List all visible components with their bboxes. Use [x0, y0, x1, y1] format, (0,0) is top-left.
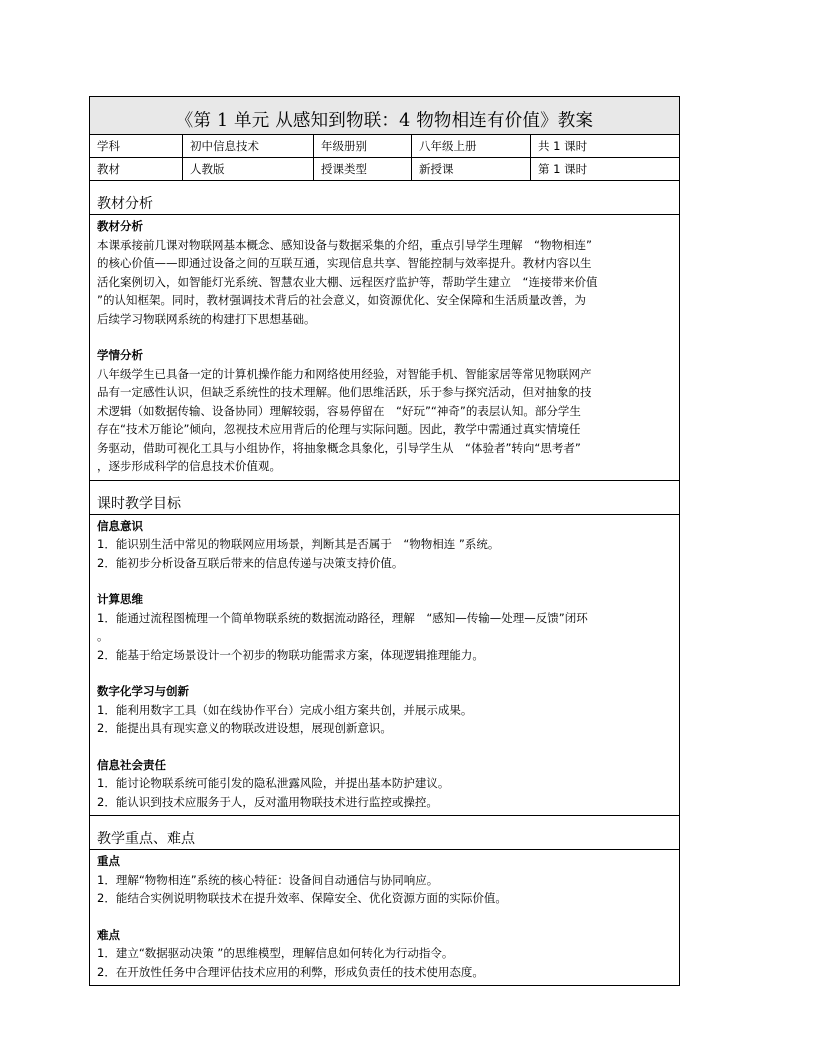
subject-value: 初中信息技术	[183, 135, 314, 157]
list-item: 。	[97, 629, 109, 643]
subsection-heading: 计算思维	[97, 592, 143, 606]
paragraph-line: 术逻辑（如数据传输、设备协同）理解较弱，容易停留在 “好玩”“神奇”的表层认知。部分学生	[97, 403, 581, 418]
subsection-heading: 教材分析	[97, 219, 143, 233]
info-row-2	[90, 158, 679, 181]
grade-value: 八年级上册	[412, 135, 531, 157]
section-material-analysis	[90, 181, 679, 481]
grade-label: 年级册别	[314, 135, 412, 157]
list-item: 2．在开放性任务中合理评估技术应用的利弊，形成负责任的技术使用态度。	[97, 964, 484, 979]
textbook-value: 人教版	[183, 158, 314, 180]
total-periods: 共 1 课时	[538, 139, 588, 153]
paragraph-line: 存在“技术万能论”倾向，忽视技术应用背后的伦理与实际问题。因此，教学中需通过真实情境任	[97, 422, 581, 436]
paragraph-line: 的核心价值——即通过设备之间的互联互通，实现信息共享、智能控制与效率提升。教材内容以生	[97, 256, 592, 270]
paragraph-line: ”的认知框架。同时，教材强调技术背后的社会意义，如资源优化、安全保障和生活质量改善，为	[97, 293, 586, 307]
paragraph-line: 八年级学生已具备一定的计算机操作能力和网络使用经验，对智能手机、智能家居等常见物联网产	[97, 366, 592, 381]
subsection-heading: 学情分析	[97, 348, 143, 362]
section-title: 教学重点、难点	[90, 816, 679, 850]
section-objectives	[90, 481, 679, 817]
paragraph-line: 品有一定感性认识，但缺乏系统性的技术理解。他们思维活跃，乐于参与探究活动，但对抽象的技	[97, 385, 592, 399]
lesson-type-label: 授课类型	[314, 158, 412, 180]
info-row-1	[90, 135, 679, 158]
subsection-heading: 数字化学习与创新	[97, 684, 189, 698]
paragraph-line: 本课承接前几课对物联网基本概念、感知设备与数据采集的介绍，重点引导学生理解 “物物相连”	[97, 237, 592, 252]
textbook-label: 教材	[90, 158, 183, 180]
list-item: 1．能识别生活中常见的物联网应用场景，判断其是否属于 “物物相连 ”系统。	[97, 537, 500, 551]
lesson-type-value: 新授课	[412, 158, 531, 180]
list-item: 2．能认识到技术应服务于人，反对滥用物联技术进行监控或操控。	[97, 794, 438, 809]
subject-label: 学科	[90, 135, 183, 157]
paragraph-line: 务驱动，借助可视化工具与小组协作，将抽象概念具象化，引导学生从 “体验者”转向“思考者”	[97, 440, 581, 455]
subsection-heading: 信息社会责任	[97, 757, 166, 772]
document-title: 《第 1 单元 从感知到物联：4 物物相连有价值》教案	[90, 97, 679, 135]
list-item: 1．理解“物物相连”系统的核心特征：设备间自动通信与协同响应。	[97, 872, 439, 887]
paragraph-line: ，逐步形成科学的信息技术价值观。	[97, 459, 281, 473]
list-item: 2．能提出具有现实意义的物联改进设想，展现创新意识。	[97, 721, 392, 735]
list-item: 1．能利用数字工具（如在线协作平台）完成小组方案共创，并展示成果。	[97, 702, 473, 717]
current-period: 第 1 课时	[538, 162, 588, 176]
subsection-heading: 重点	[97, 854, 120, 868]
list-item: 2．能基于给定场景设计一个初步的物联功能需求方案，体现逻辑推理能力。	[97, 647, 484, 662]
paragraph-line: 活化案例切入，如智能灯光系统、智慧农业大棚、远程医疗监护等，帮助学生建立 “连接带来价值	[97, 274, 598, 289]
paragraph-line: 后续学习物联网系统的构建打下思想基础。	[97, 311, 316, 326]
lesson-plan-table	[89, 96, 680, 986]
list-item: 1．能讨论物联系统可能引发的隐私泄露风险，并提出基本防护建议。	[97, 776, 450, 790]
subsection-heading: 信息意识	[97, 518, 143, 533]
list-item: 2．能初步分析设备互联后带来的信息传递与决策支持价值。	[97, 555, 404, 570]
section-title: 教材分析	[90, 181, 679, 215]
list-item: 1．建立“数据驱动决策 ”的思维模型，理解信息如何转化为行动指令。	[97, 946, 454, 960]
section-title: 课时教学目标	[90, 481, 679, 515]
section-key-difficult-points	[90, 816, 679, 985]
subsection-heading: 难点	[97, 927, 120, 942]
list-item: 2．能结合实例说明物联技术在提升效率、保障安全、优化资源方面的实际价值。	[97, 891, 507, 905]
list-item: 1．能通过流程图梳理一个简单物联系统的数据流动路径，理解 “感知—传输—处理—反馈”闭环	[97, 610, 588, 625]
